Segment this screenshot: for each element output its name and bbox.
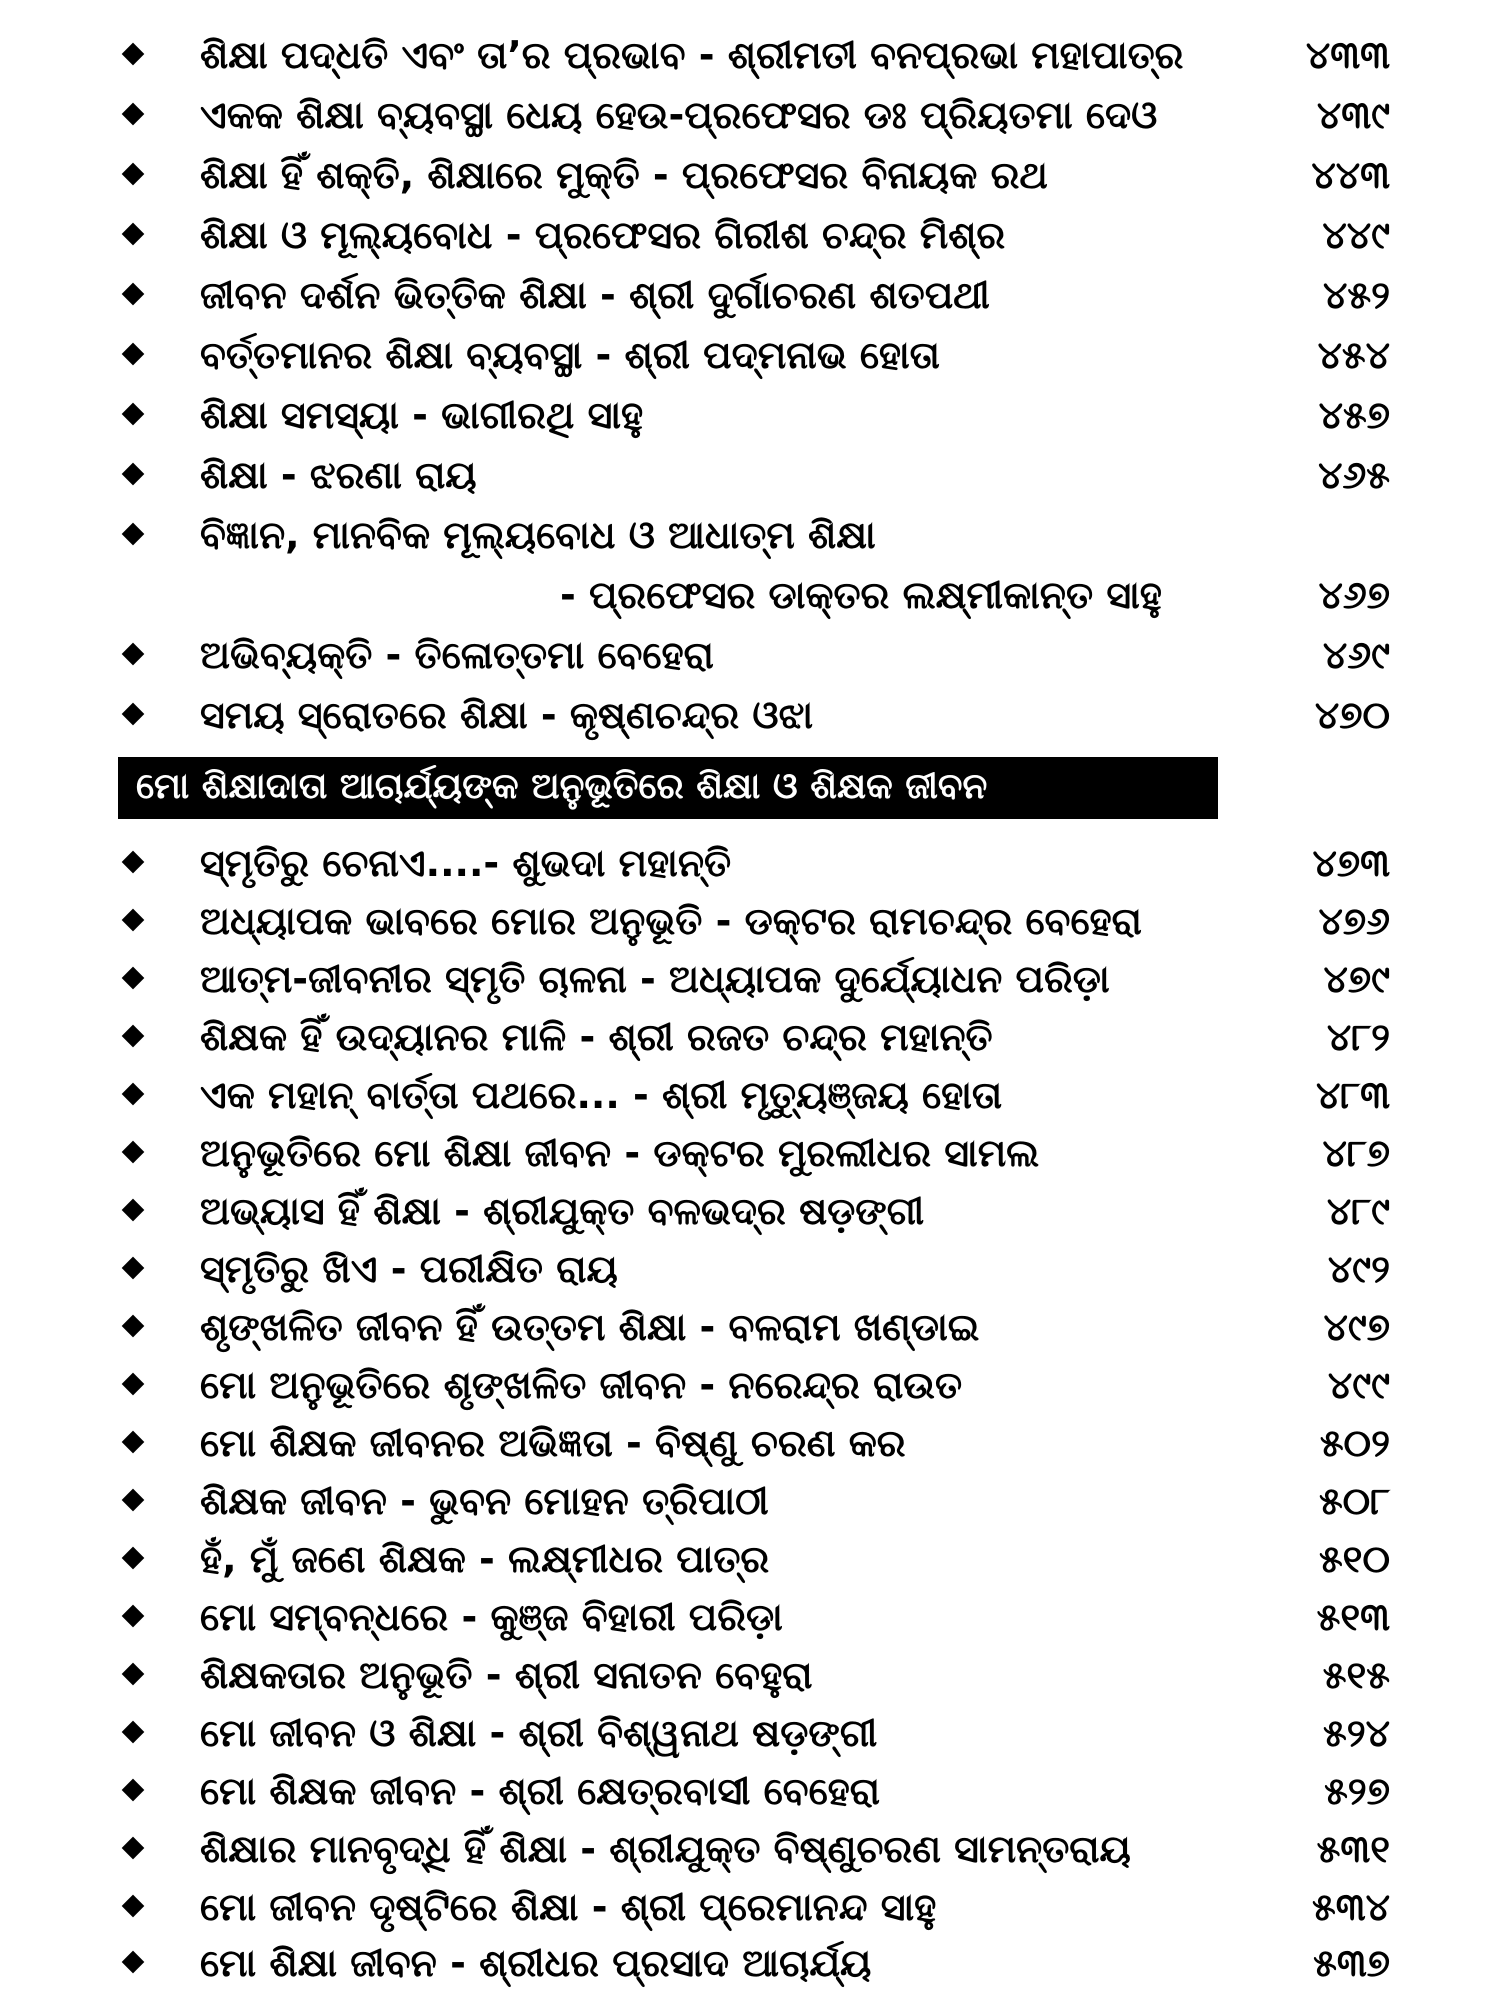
toc-entry[interactable] (0, 1128, 1500, 1188)
diamond-bullet-icon (122, 1025, 144, 1047)
entry-title: ଶିକ୍ଷକତାର ଅନୁଭୂତି - ଶ୍ରୀ ସନାତନ ବେହୁରା (200, 1653, 813, 1697)
entry-page-number: ୪୫୪ (1317, 333, 1390, 377)
diamond-bullet-icon (122, 1373, 144, 1395)
diamond-bullet-icon (122, 1605, 144, 1627)
entry-page-number: ୪୮୯ (1326, 1189, 1390, 1233)
entry-page-number: ୪୯୨ (1327, 1247, 1390, 1291)
diamond-bullet-icon (122, 103, 144, 125)
entry-page-number: ୪୬୯ (1322, 633, 1390, 677)
entry-title: ହଁ, ମୁଁ ଜଣେ ଶିକ୍ଷକ - ଲକ୍ଷ୍ମୀଧର ପାତ୍ର (200, 1537, 770, 1581)
toc-entry[interactable] (0, 1882, 1500, 1942)
toc-entry[interactable] (0, 1824, 1500, 1884)
entry-page-number: ୫୧୦ (1318, 1537, 1390, 1581)
diamond-bullet-icon (122, 1663, 144, 1685)
diamond-bullet-icon (122, 643, 144, 665)
entry-page-number: ୪୯୯ (1327, 1363, 1390, 1407)
diamond-bullet-icon (122, 403, 144, 425)
toc-entry[interactable] (0, 1766, 1500, 1826)
diamond-bullet-icon (122, 1199, 144, 1221)
diamond-bullet-icon (122, 1315, 144, 1337)
entry-page-number: ୪୮୭ (1322, 1131, 1390, 1175)
toc-entry[interactable] (0, 1360, 1500, 1420)
entry-title: ଶୃଙ୍ଖଳିତ ଜୀବନ ହିଁ ଉତ୍ତମ ଶିକ୍ଷା - ବଳରାମ ଖଣ୍ଡାଇ (200, 1305, 980, 1349)
entry-page-number: ୫୩୪ (1312, 1885, 1390, 1929)
entry-title: ଶିକ୍ଷା ସମସ୍ୟା - ଭାଗୀରଥି ସାହୁ (200, 393, 644, 437)
toc-entry[interactable] (0, 30, 1500, 90)
section-header-title: ମୋ ଶିକ୍ଷାଦାତା ଆଚାର୍ଯ୍ୟଙ୍କ ଅନୁଭୂତିରେ ଶିକ୍ଷା ଓ ଶିକ୍ଷକ ଜୀବନ (136, 766, 988, 807)
entry-page-number: ୪୩୯ (1316, 93, 1390, 137)
diamond-bullet-icon (122, 1257, 144, 1279)
entry-title: ଶିକ୍ଷା ପଦ୍ଧତି ଏବଂ ତା’ର ପ୍ରଭାବ - ଶ୍ରୀମତୀ ବନପ୍ରଭା ମହାପାତ୍ର (200, 33, 1184, 77)
entry-title: ଏକକ ଶିକ୍ଷା ବ୍ୟବସ୍ଥା ଧେୟ ହେଉ-ପ୍ରଫେସର ଡଃ ପ୍ରିୟତମା ଦେଓ (200, 93, 1158, 137)
entry-page-number: ୪୫୭ (1318, 393, 1390, 437)
entry-title: ମୋ ଜୀବନ ଦୃଷ୍ଟିରେ ଶିକ୍ଷା - ଶ୍ରୀ ପ୍ରେମାନନ୍ଦ ସାହୁ (200, 1885, 937, 1929)
diamond-bullet-icon (122, 523, 144, 545)
toc-entry[interactable] (0, 1708, 1500, 1768)
entry-title: ଶିକ୍ଷାର ମାନବୃଦ୍ଧି ହିଁ ଶିକ୍ଷା - ଶ୍ରୀଯୁକ୍ତ ବିଷ୍ଣୁଚରଣ ସାମନ୍ତରାୟ (200, 1827, 1131, 1871)
toc-entry[interactable] (0, 90, 1500, 150)
toc-entry[interactable] (0, 1650, 1500, 1710)
diamond-bullet-icon (122, 1489, 144, 1511)
diamond-bullet-icon (122, 1895, 144, 1917)
toc-entry[interactable] (0, 1534, 1500, 1594)
entry-page-number: ୪୯୭ (1323, 1305, 1390, 1349)
entry-title: ମୋ ଶିକ୍ଷା ଜୀବନ - ଶ୍ରୀଧର ପ୍ରସାଦ ଆଚାର୍ଯ୍ୟ (200, 1941, 872, 1985)
diamond-bullet-icon (122, 967, 144, 989)
entry-page-number: ୪୭୩ (1312, 841, 1390, 885)
entry-page-number: ୪୭୬ (1318, 899, 1390, 943)
entry-page-number: ୪୬୭ (1318, 573, 1390, 617)
entry-page-number: ୪୮୨ (1326, 1015, 1390, 1059)
entry-page-number: ୪୭୦ (1314, 693, 1390, 737)
entry-title: - ପ୍ରଫେସର ଡାକ୍ତର ଲକ୍ଷ୍ମୀକାନ୍ତ ସାହୁ (560, 573, 1162, 617)
entry-page-number: ୫୦୮ (1318, 1479, 1390, 1523)
diamond-bullet-icon (122, 1083, 144, 1105)
entry-title: ଶିକ୍ଷା ଓ ମୂଲ୍ୟବୋଧ - ପ୍ରଫେସର ଗିରୀଶ ଚନ୍ଦ୍ର ମିଶ୍ର (200, 213, 1006, 257)
entry-title: ଶିକ୍ଷା - ଝରଣା ରାୟ (200, 453, 477, 497)
entry-title: ମୋ ଶିକ୍ଷକ ଜୀବନ - ଶ୍ରୀ କ୍ଷେତ୍ରବାସୀ ବେହେରା (200, 1769, 880, 1813)
entry-page-number: ୫୧୩ (1316, 1595, 1390, 1639)
entry-title: ମୋ ଅନୁଭୂତିରେ ଶୃଙ୍ଖଳିତ ଜୀବନ - ନରେନ୍ଦ୍ର ରାଉତ (200, 1363, 963, 1407)
entry-page-number: ୪୮୩ (1315, 1073, 1390, 1117)
entry-title: ଅଧ୍ୟାପକ ଭାବରେ ମୋର ଅନୁଭୂତି - ଡକ୍ଟର ରାମଚନ୍ଦ୍ର ବେହେରା (200, 899, 1142, 943)
toc-entry[interactable] (0, 1938, 1500, 1998)
entry-page-number: ୪୪୩ (1311, 153, 1390, 197)
toc-entry[interactable] (0, 1418, 1500, 1478)
diamond-bullet-icon (122, 851, 144, 873)
diamond-bullet-icon (122, 1721, 144, 1743)
entry-title: ଅଭିବ୍ୟକ୍ତି - ତିଳୋତ୍ତମା ବେହେରା (200, 633, 714, 677)
entry-page-number: ୪୩୩ (1305, 33, 1390, 77)
diamond-bullet-icon (122, 163, 144, 185)
toc-entry[interactable] (0, 630, 1500, 690)
toc-entry[interactable] (0, 954, 1500, 1014)
entry-title: ସ୍ମୃତିରୁ ଖିଏ - ପରୀକ୍ଷିତ ରାୟ (200, 1247, 618, 1291)
diamond-bullet-icon (122, 1951, 144, 1973)
toc-entry[interactable] (0, 1012, 1500, 1072)
diamond-bullet-icon (122, 1547, 144, 1569)
toc-entry[interactable] (0, 896, 1500, 956)
entry-page-number (1280, 510, 1390, 570)
entry-page-number: ୫୦୨ (1319, 1421, 1390, 1465)
entry-page-number: ୫୩୧ (1316, 1827, 1390, 1871)
toc-entry[interactable] (0, 150, 1500, 210)
toc-entry[interactable] (0, 390, 1500, 450)
toc-entry[interactable] (0, 270, 1500, 330)
diamond-bullet-icon (122, 1779, 144, 1801)
toc-entry[interactable] (0, 838, 1500, 898)
entry-page-number: ୫୧୫ (1322, 1653, 1390, 1697)
entry-title: ମୋ ଜୀବନ ଓ ଶିକ୍ଷା - ଶ୍ରୀ ବିଶ୍ୱନାଥ ଷଡ଼ଙ୍ଗୀ (200, 1711, 878, 1755)
toc-entry[interactable] (0, 1592, 1500, 1652)
diamond-bullet-icon (122, 909, 144, 931)
diamond-bullet-icon (122, 1431, 144, 1453)
entry-title: ସମୟ ସ୍ରୋତରେ ଶିକ୍ଷା - କୃଷ୍ଣଚନ୍ଦ୍ର ଓଝା (200, 693, 814, 737)
toc-entry[interactable] (0, 210, 1500, 270)
toc-entry[interactable] (0, 1244, 1500, 1304)
entry-title: ଆତ୍ମ-ଜୀବନୀର ସ୍ମୃତି ଚାଳନା - ଅଧ୍ୟାପକ ଦୁର୍ଯ୍ୟୋଧନ ପରିଡ଼ା (200, 957, 1110, 1001)
entry-title: ଏକ ମହାନ୍ ବାର୍ତ୍ତା ପଥରେ... - ଶ୍ରୀ ମୃତ୍ୟୁଞ୍ଜୟ ହୋତା (200, 1073, 1003, 1117)
diamond-bullet-icon (122, 43, 144, 65)
entry-page-number: ୫୩୭ (1313, 1941, 1390, 1985)
diamond-bullet-icon (122, 223, 144, 245)
entry-title: ଶିକ୍ଷକ ଜୀବନ - ଭୁବନ ମୋହନ ତ୍ରିପାଠୀ (200, 1479, 769, 1523)
entry-title: ଜୀବନ ଦର୍ଶନ ଭିତ୍ତିକ ଶିକ୍ଷା - ଶ୍ରୀ ଦୁର୍ଗାଚରଣ ଶତପଥୀ (200, 273, 990, 317)
diamond-bullet-icon (122, 463, 144, 485)
toc-entry[interactable] (0, 1476, 1500, 1536)
toc-entry[interactable] (0, 690, 1500, 750)
toc-entry-continuation[interactable] (0, 570, 1500, 630)
entry-page-number: ୪୭୯ (1323, 957, 1390, 1001)
entry-page-number: ୪୫୨ (1323, 273, 1390, 317)
entry-title: ଶିକ୍ଷା ହିଁ ଶକ୍ତି, ଶିକ୍ଷାରେ ମୁକ୍ତି - ପ୍ରଫେସର ବିନାୟକ ରଥ (200, 153, 1048, 197)
entry-page-number: ୫୨୪ (1323, 1711, 1390, 1755)
entry-page-number: ୫୨୭ (1324, 1769, 1390, 1813)
entry-page-number: ୪୬୫ (1318, 453, 1390, 497)
diamond-bullet-icon (122, 343, 144, 365)
entry-title: ଅନୁଭୂତିରେ ମୋ ଶିକ୍ଷା ଜୀବନ - ଡକ୍ଟର ମୁରଲୀଧର ସାମଲ (200, 1131, 1040, 1175)
entry-title: ମୋ ଶିକ୍ଷକ ଜୀବନର ଅଭିଜ୍ଞତା - ବିଷ୍ଣୁ ଚରଣ କର (200, 1421, 906, 1465)
diamond-bullet-icon (122, 1837, 144, 1859)
diamond-bullet-icon (122, 1141, 144, 1163)
entry-title: ସ୍ମୃତିରୁ ଚେନାଏ....- ଶୁଭଦା ମହାନ୍ତି (200, 841, 732, 885)
toc-entry[interactable] (0, 1186, 1500, 1246)
entry-title: ବିଜ୍ଞାନ, ମାନବିକ ମୂଲ୍ୟବୋଧ ଓ ଆଧାତ୍ମ ଶିକ୍ଷା (200, 513, 876, 557)
entry-title: ଅଭ୍ୟାସ ହିଁ ଶିକ୍ଷା - ଶ୍ରୀଯୁକ୍ତ ବଳଭଦ୍ର ଷଡ଼ଙ୍ଗୀ (200, 1189, 925, 1233)
diamond-bullet-icon (122, 703, 144, 725)
entry-page-number: ୪୪୯ (1322, 213, 1390, 257)
toc-entry[interactable] (0, 330, 1500, 390)
entry-title: ଶିକ୍ଷକ ହିଁ ଉଦ୍ୟାନର ମାଳି - ଶ୍ରୀ ରଜତ ଚନ୍ଦ୍ର ମହାନ୍ତି (200, 1015, 993, 1059)
entry-title: ବର୍ତ୍ତମାନର ଶିକ୍ଷା ବ୍ୟବସ୍ଥା - ଶ୍ରୀ ପଦ୍ମନାଭ ହୋତା (200, 333, 940, 377)
toc-entry[interactable] (0, 1070, 1500, 1130)
diamond-bullet-icon (122, 283, 144, 305)
toc-entry[interactable] (0, 450, 1500, 510)
section-header (118, 757, 1218, 819)
toc-entry[interactable] (0, 1302, 1500, 1362)
toc-entry[interactable] (0, 510, 1500, 570)
entry-title: ମୋ ସମ୍ବନ୍ଧରେ - କୁଞ୍ଜ ବିହାରୀ ପରିଡ଼ା (200, 1595, 783, 1639)
